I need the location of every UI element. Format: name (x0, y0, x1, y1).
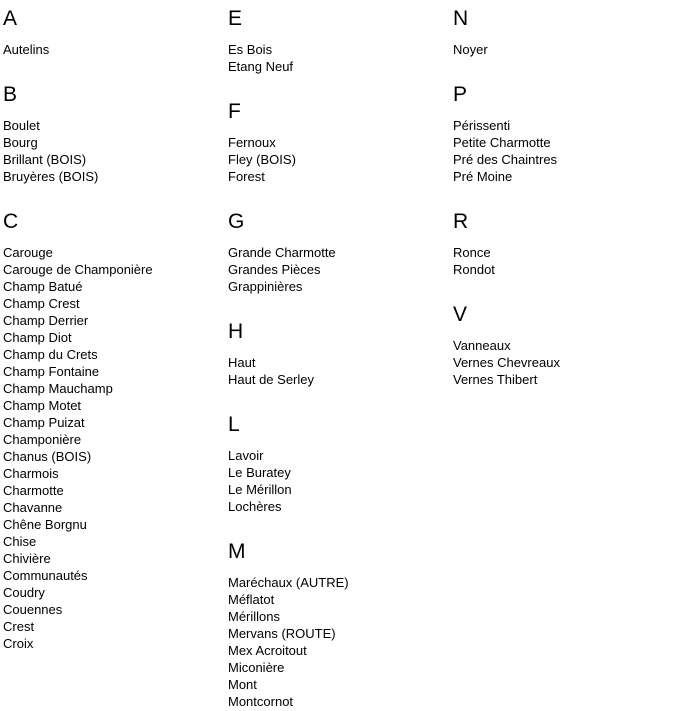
index-column (225, 0, 450, 710)
place-name-link[interactable]: Champ Puizat (3, 415, 85, 430)
place-list (228, 354, 442, 388)
place-name-link[interactable]: Mérillons (228, 609, 281, 624)
place-name-link[interactable]: Méflatot (228, 592, 275, 607)
place-name-link[interactable]: Rondot (453, 262, 495, 277)
place-name-link[interactable]: Vernes Chevreaux (453, 355, 560, 370)
place-name-link[interactable]: Fley (BOIS) (228, 152, 296, 167)
letter-section (3, 209, 217, 652)
place-name-link[interactable]: Pré des Chaintres (453, 152, 558, 167)
place-list (3, 41, 217, 58)
place-name-link[interactable]: Champ Derrier (3, 313, 89, 328)
place-name-link[interactable]: Carouge de Champonière (3, 262, 153, 277)
place-name-link[interactable]: Champ du Crets (3, 347, 98, 362)
place-name-link[interactable]: Chanus (BOIS) (3, 449, 92, 464)
place-name-link[interactable]: Lavoir (228, 448, 264, 463)
place-name-link[interactable]: Vanneaux (453, 338, 511, 353)
place-list (453, 244, 667, 278)
letter-heading: B (3, 83, 18, 106)
place-list (453, 117, 667, 185)
place-name-link[interactable]: Crest (3, 619, 35, 634)
letter-section (453, 82, 667, 185)
place-name-link[interactable]: Chavanne (3, 500, 63, 515)
place-name-link[interactable]: Miconière (228, 660, 285, 675)
letter-section (453, 6, 667, 58)
place-name-link[interactable]: Champ Batué (3, 279, 83, 294)
place-name-link[interactable]: Couennes (3, 602, 63, 617)
place-name-link[interactable]: Etang Neuf (228, 59, 294, 74)
place-name-link[interactable]: Champ Mauchamp (3, 381, 113, 396)
place-name-link[interactable]: Le Buratey (228, 465, 291, 480)
letter-heading: A (3, 7, 18, 30)
place-name-link[interactable]: Grappinières (228, 279, 303, 294)
place-name-link[interactable]: Haut (228, 355, 256, 370)
letter-section (228, 99, 442, 185)
place-name-link[interactable]: Périssenti (453, 118, 511, 133)
place-name-link[interactable]: Mervans (ROUTE) (228, 626, 336, 641)
place-name-link[interactable]: Mont (228, 677, 257, 692)
letter-heading: F (228, 100, 241, 123)
place-name-link[interactable]: Grandes Pièces (228, 262, 321, 277)
place-name-link[interactable]: Chise (3, 534, 37, 549)
place-name-link[interactable]: Fernoux (228, 135, 276, 150)
place-list (228, 134, 442, 185)
place-list (228, 574, 442, 710)
index-column (450, 0, 675, 388)
place-name-link[interactable]: Communautés (3, 568, 88, 583)
letter-section (228, 6, 442, 75)
place-name-link[interactable]: Bruyères (BOIS) (3, 169, 99, 184)
place-name-link[interactable]: Champonière (3, 432, 82, 447)
place-name-link[interactable]: Es Bois (228, 42, 273, 57)
letter-heading: L (228, 413, 240, 436)
letter-heading: E (228, 7, 243, 30)
place-name-link[interactable]: Vernes Thibert (453, 372, 538, 387)
place-name-link[interactable]: Charmotte (3, 483, 64, 498)
letter-heading: R (453, 210, 469, 233)
place-name-link[interactable]: Maréchaux (AUTRE) (228, 575, 349, 590)
letter-section (228, 209, 442, 295)
letter-section (3, 82, 217, 185)
place-list (228, 41, 442, 75)
place-list (3, 117, 217, 185)
letter-section (453, 302, 667, 388)
place-name-link[interactable]: Champ Crest (3, 296, 80, 311)
place-name-link[interactable]: Mex Acroitout (228, 643, 307, 658)
letter-section (453, 209, 667, 278)
place-name-link[interactable]: Charmois (3, 466, 59, 481)
place-name-link[interactable]: Carouge (3, 245, 53, 260)
place-name-link[interactable]: Champ Motet (3, 398, 82, 413)
place-list (228, 447, 442, 515)
index-column (0, 0, 225, 652)
letter-section (228, 539, 442, 710)
place-name-link[interactable]: Autelins (3, 42, 50, 57)
letter-section (228, 412, 442, 515)
place-name-link[interactable]: Chivière (3, 551, 51, 566)
place-list (3, 244, 217, 652)
place-name-link[interactable]: Champ Diot (3, 330, 72, 345)
letter-heading: G (228, 210, 245, 233)
place-name-link[interactable]: Ronce (453, 245, 491, 260)
place-name-link[interactable]: Lochères (228, 499, 282, 514)
place-name-link[interactable]: Champ Fontaine (3, 364, 100, 379)
place-name-link[interactable]: Bourg (3, 135, 38, 150)
place-name-link[interactable]: Petite Charmotte (453, 135, 551, 150)
place-list (453, 337, 667, 388)
letter-section (3, 6, 217, 58)
place-name-link[interactable]: Coudry (3, 585, 45, 600)
place-name-link[interactable]: Le Mérillon (228, 482, 292, 497)
letter-heading: P (453, 83, 468, 106)
place-name-link[interactable]: Brillant (BOIS) (3, 152, 87, 167)
place-name-link[interactable]: Haut de Serley (228, 372, 314, 387)
letter-section (228, 319, 442, 388)
letter-heading: N (453, 7, 469, 30)
place-name-link[interactable]: Pré Moine (453, 169, 513, 184)
place-name-link[interactable]: Boulet (3, 118, 40, 133)
place-name-link[interactable]: Forest (228, 169, 265, 184)
place-name-link[interactable]: Chêne Borgnu (3, 517, 87, 532)
letter-heading: M (228, 540, 246, 563)
place-list (228, 244, 442, 295)
place-name-link[interactable]: Grande Charmotte (228, 245, 336, 260)
place-list (453, 41, 667, 58)
place-name-link[interactable]: Montcornot (228, 694, 294, 709)
letter-heading: H (228, 320, 244, 343)
letter-heading: C (3, 210, 19, 233)
place-name-link[interactable]: Noyer (453, 42, 488, 57)
place-name-link[interactable]: Croix (3, 636, 34, 651)
letter-heading: V (453, 303, 468, 326)
